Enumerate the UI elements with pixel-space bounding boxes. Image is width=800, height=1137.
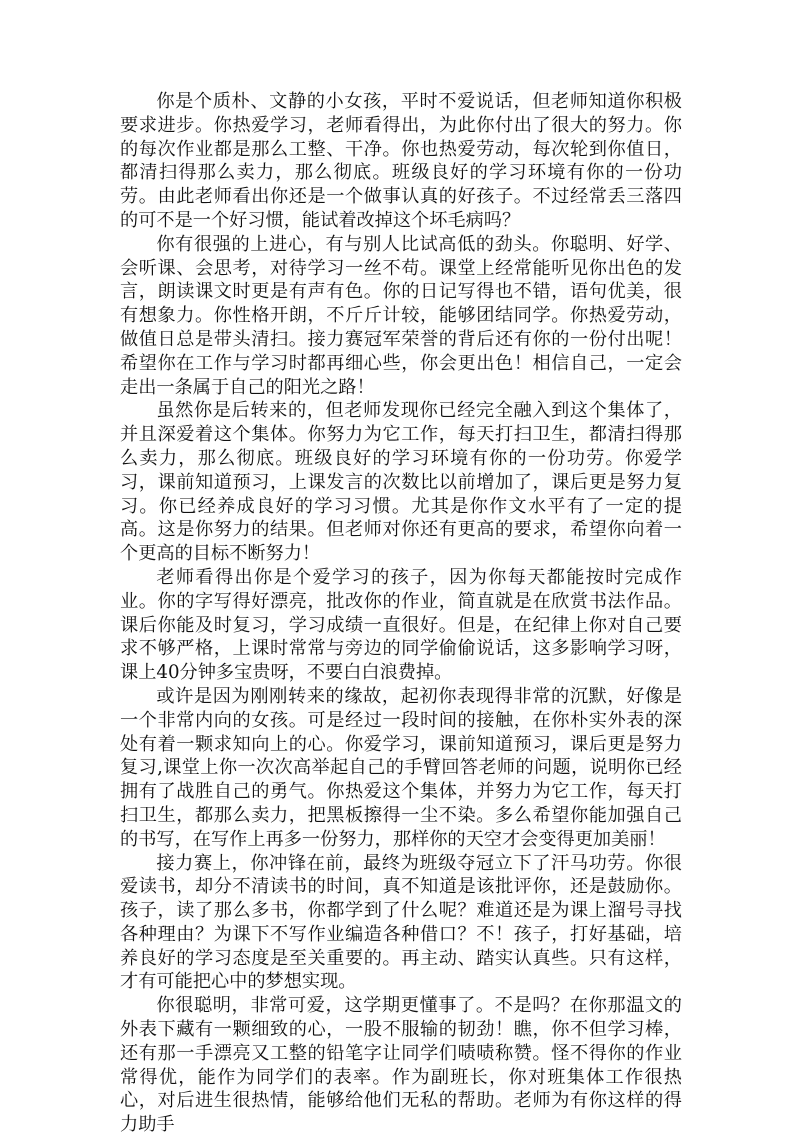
comment-paragraph-1: 你是个质朴、文静的小女孩，平时不爱说话，但老师知道你积极要求进步。你热爱学习，老师看得出，为此你付出了很大的努力。你的每次作业都是那么工整、干净。你也热爱劳动，每次轮到你值日，都清扫得那么卖力，那么彻底。班级良好的学习环境有你的一份功劳。由此老师看出你还是一个做事认真的好孩子。不过经常丢三落四的可不是一个好习惯，能试着改掉这个坏毛病吗？ xyxy=(120,91,682,231)
comment-paragraph-7: 你很聪明，非常可爱，这学期更懂事了。不是吗？在你那温文的外表下藏有一颗细致的心，一股不服输的韧劲！瞧，你不但学习棒，还有那一手漂亮又工整的铅笔字让同学们啧啧称赞。怪不得你的作业常得优，能作为同学们的表率。作为副班长，你对班集体工作很热心，对后进生很热情，能够给他们无私的帮助。老师为有你这样的得力助手 xyxy=(120,995,682,1136)
comment-paragraph-6: 接力赛上，你冲锋在前，最终为班级夺冠立下了汗马功劳。你很爱读书，却分不清读书的时间，真不知道是该批评你，还是鼓励你。孩子，读了那么多书，你都学到了什么呢？难道还是为课上溜号寻找各种理由？为课下不写作业编造各种借口？不！孩子，打好基础，培养良好的学习态度是至关重要的。再主动、踏实认真些。只有这样，才有可能把心中的梦想实现。 xyxy=(120,852,682,993)
comment-paragraph-4: 老师看得出你是个爱学习的孩子，因为你每天都能按时完成作业。你的字写得好漂亮，批改你的作业，简直就是在欣赏书法作品。课后你能及时复习，学习成绩一直很好。但是，在纪律上你对自己要求不够严格，上课时常常与旁边的同学偷偷说话，这多影响学习呀，课上40分钟多宝贵呀，不要白白浪费掉。 xyxy=(120,566,682,684)
comment-paragraph-3: 虽然你是后转来的，但老师发现你已经完全融入到这个集体了，并且深爱着这个集体。你努力为它工作，每天打扫卫生，都清扫得那么卖力，那么彻底。班级良好的学习环境有你的一份功劳。你爱学习，课前知道预习，上课发言的次数比以前增加了，课后更是努力复习。你已经养成良好的学习习惯。尤其是你作文水平有了一定的提高。这是你努力的结果。但老师对你还有更高的要求，希望你向着一个更高的目标不断努力！ xyxy=(120,400,682,565)
comment-paragraph-2: 你有很强的上进心，有与别人比试高低的劲头。你聪明、好学、会听课、会思考，对待学习一丝不苟。课堂上经常能听见你出色的发言，朗读课文时更是有声有色。你的日记写得也不错，语句优美，很有想象力。你性格开朗，不斤斤计较，能够团结同学。你热爱劳动，做值日总是带头清扫。接力赛冠军荣誉的背后还有你的一份付出呢！希望你在工作与学习时都再细心些，你会更出色！相信自己，一定会走出一条属于自己的阳光之路！ xyxy=(120,233,682,398)
comment-text-block xyxy=(120,90,682,1137)
comment-paragraph-5: 或许是因为刚刚转来的缘故，起初你表现得非常的沉默，好像是一个非常内向的女孩。可是经过一段时间的接触，在你朴实外表的深处有着一颗求知向上的心。你爱学习，课前知道预习，课后更是努力复习,课堂上你一次次高举起自己的手臂回答老师的问题，说明你已经拥有了战胜自己的勇气。你热爱这个集体，并努力为它工作，每天打扫卫生，都那么卖力，把黑板擦得一尘不染。多么希望你能加强自己的书写，在写作上再多一份努力，那样你的天空才会变得更加美丽！ xyxy=(120,685,682,850)
